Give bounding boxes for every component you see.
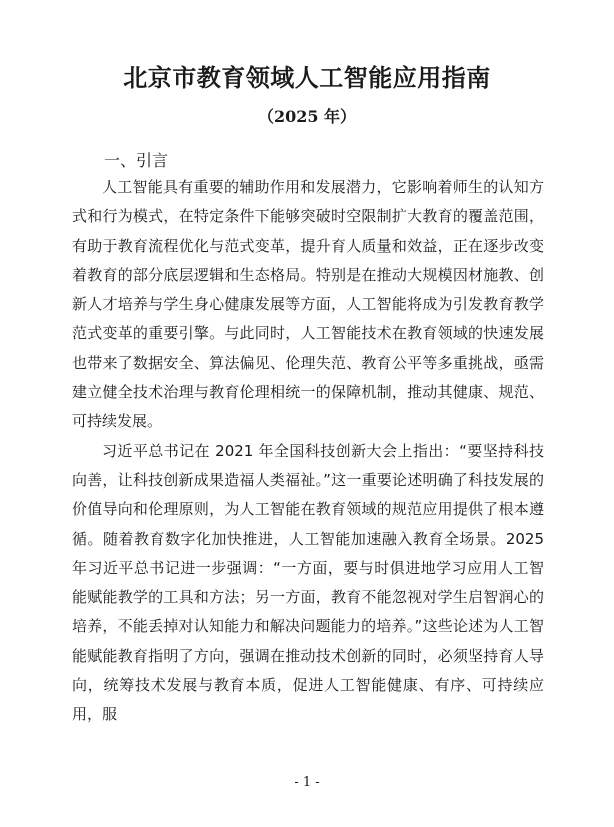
paragraph-2: 习近平总书记在 2021 年全国科技创新大会上指出：“要坚持科技向善，让科技创新成果造福人类福祉。”这一重要论述明确了科技发展的价值导向和伦理原则，为人工智能在教育领域的规范应用提供了根本遵循。随着教育数字化加快推进，人工智能加速融入教育全场景。2025 年习近平总书记进一步强调：“一方面，要与时俱进地学习应用人工智能赋能教学的工具和方法；另一方面，教育不能忽视对学生启智润心的培养，不能丢掉对认知能力和解决问题能力的培养。”这些论述为人工智能赋能教育指明了方向，强调在推动技术创新的同时，必须坚持育人导向，统筹技术发展与教育本质，促进人工智能健康、有序、可持续应用，服 (72, 441, 544, 724)
document-title: 北京市教育领域人工智能应用指南 (123, 63, 491, 92)
paragraph-1: 人工智能具有重要的辅助作用和发展潜力，它影响着师生的认知方式和行为模式，在特定条件下能够突破时空限制扩大教育的覆盖范围，有助于教育流程优化与范式变革，提升育人质量和效益，正在逐步改变着教育的部分底层逻辑和生态格局。特别是在推动大规模因材施教、创新人才培养与学生身心健康发展等方面，人工智能将成为引发教育教学范式变革的重要引擎。与此同时，人工智能技术在教育领域的快速发展也带来了数据安全、算法偏见、伦理失范、教育公平等多重挑战，亟需建立健全技术治理与教育伦理相统一的保障机制，推动其健康、规范、可持续发展。 (72, 178, 544, 431)
page-number: - 1 - (294, 775, 320, 790)
body-text (72, 173, 544, 730)
section-heading: 一、引言 (104, 151, 169, 170)
document-year: （2025 年） (257, 107, 357, 126)
